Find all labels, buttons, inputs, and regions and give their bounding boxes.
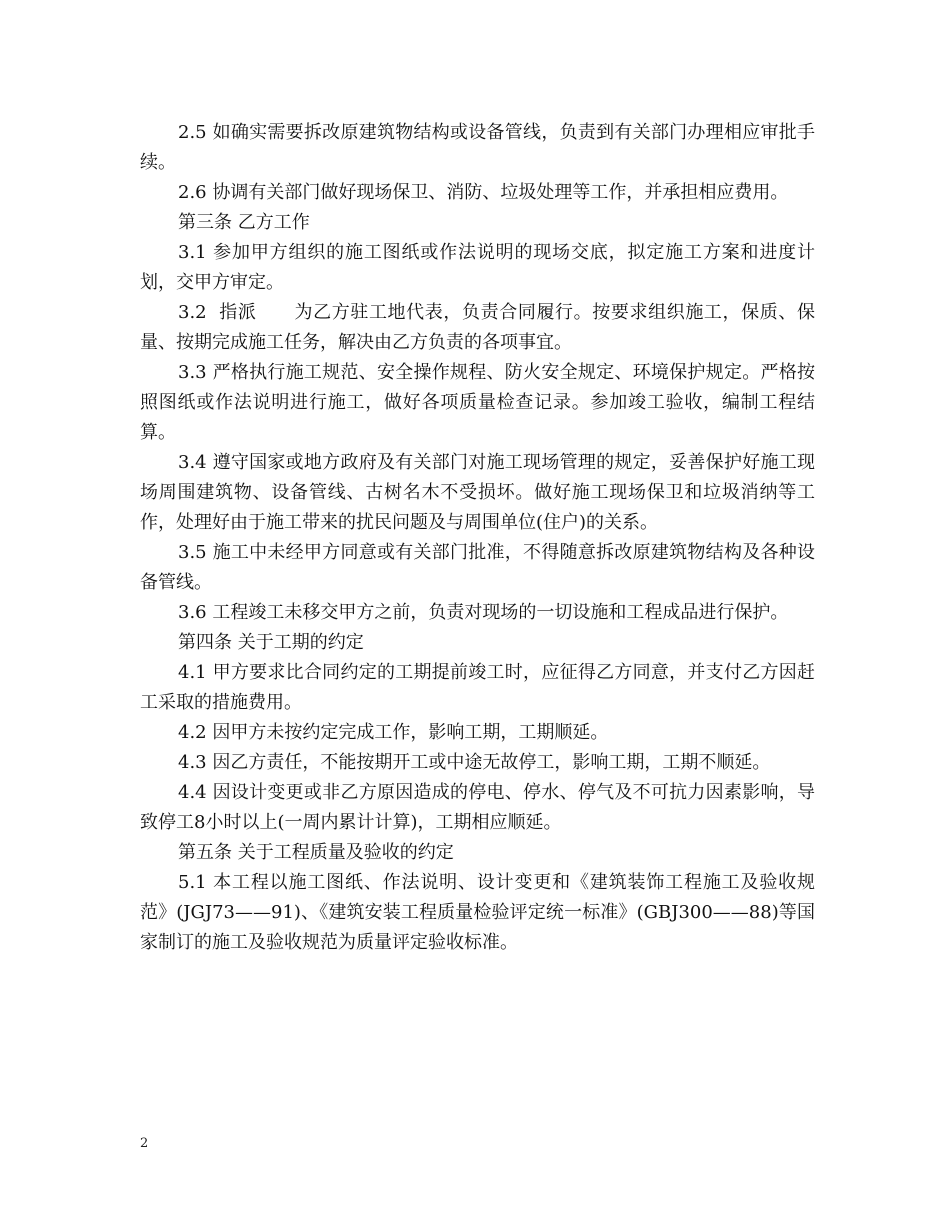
document-body	[140, 118, 815, 958]
clause-3-5: 3.5 施工中未经甲方同意或有关部门批准，不得随意拆改原建筑物结构及各种设备管线。	[140, 542, 815, 593]
article-4-heading: 第四条 关于工期的约定	[178, 632, 364, 653]
clause-4-3: 4.3 因乙方责任，不能按期开工或中途无故停工，影响工期，工期不顺延。	[178, 752, 771, 773]
clause-3-1: 3.1 参加甲方组织的施工图纸或作法说明的现场交底，拟定施工方案和进度计划，交甲方审定。	[140, 242, 815, 293]
clause-4-2: 4.2 因甲方未按约定完成工作，影响工期，工期顺延。	[178, 722, 609, 743]
clause-3-2: 3.2 指派 为乙方驻工地代表，负责合同履行。按要求组织施工，保质、保量、按期完成施工任务，解决由乙方负责的各项事宜。	[140, 302, 815, 353]
page-number: 2	[140, 1136, 149, 1151]
article-5-heading: 第五条 关于工程质量及验收的约定	[178, 842, 454, 863]
clause-4-1: 4.1 甲方要求比合同约定的工期提前竣工时，应征得乙方同意，并支付乙方因赶工采取的措施费用。	[140, 662, 815, 713]
clause-5-1: 5.1 本工程以施工图纸、作法说明、设计变更和《建筑装饰工程施工及验收规范》(JGJ73——91)、《建筑安装工程质量检验评定统一标准》(GBJ300——88)等国家制订的施工及验收规范为质量评定验收标准。	[140, 872, 815, 953]
clause-3-4: 3.4 遵守国家或地方政府及有关部门对施工现场管理的规定，妥善保护好施工现场周围建筑物、设备管线、古树名木不受损坏。做好施工现场保卫和垃圾消纳等工作，处理好由于施工带来的扰民问题及与周围单位(住户)的关系。	[140, 452, 815, 533]
article-3-heading: 第三条 乙方工作	[178, 212, 310, 233]
clause-4-4: 4.4 因设计变更或非乙方原因造成的停电、停水、停气及不可抗力因素影响，导致停工8小时以上(一周内累计计算)，工期相应顺延。	[140, 782, 815, 833]
clause-3-3: 3.3 严格执行施工规范、安全操作规程、防火安全规定、环境保护规定。严格按照图纸或作法说明进行施工，做好各项质量检查记录。参加竣工验收，编制工程结算。	[140, 362, 815, 443]
clause-2-5: 2.5 如确实需要拆改原建筑物结构或设备管线，负责到有关部门办理相应审批手续。	[140, 122, 815, 173]
clause-2-6: 2.6 协调有关部门做好现场保卫、消防、垃圾处理等工作，并承担相应费用。	[178, 182, 789, 203]
clause-3-6: 3.6 工程竣工未移交甲方之前，负责对现场的一切设施和工程成品进行保护。	[178, 602, 789, 623]
